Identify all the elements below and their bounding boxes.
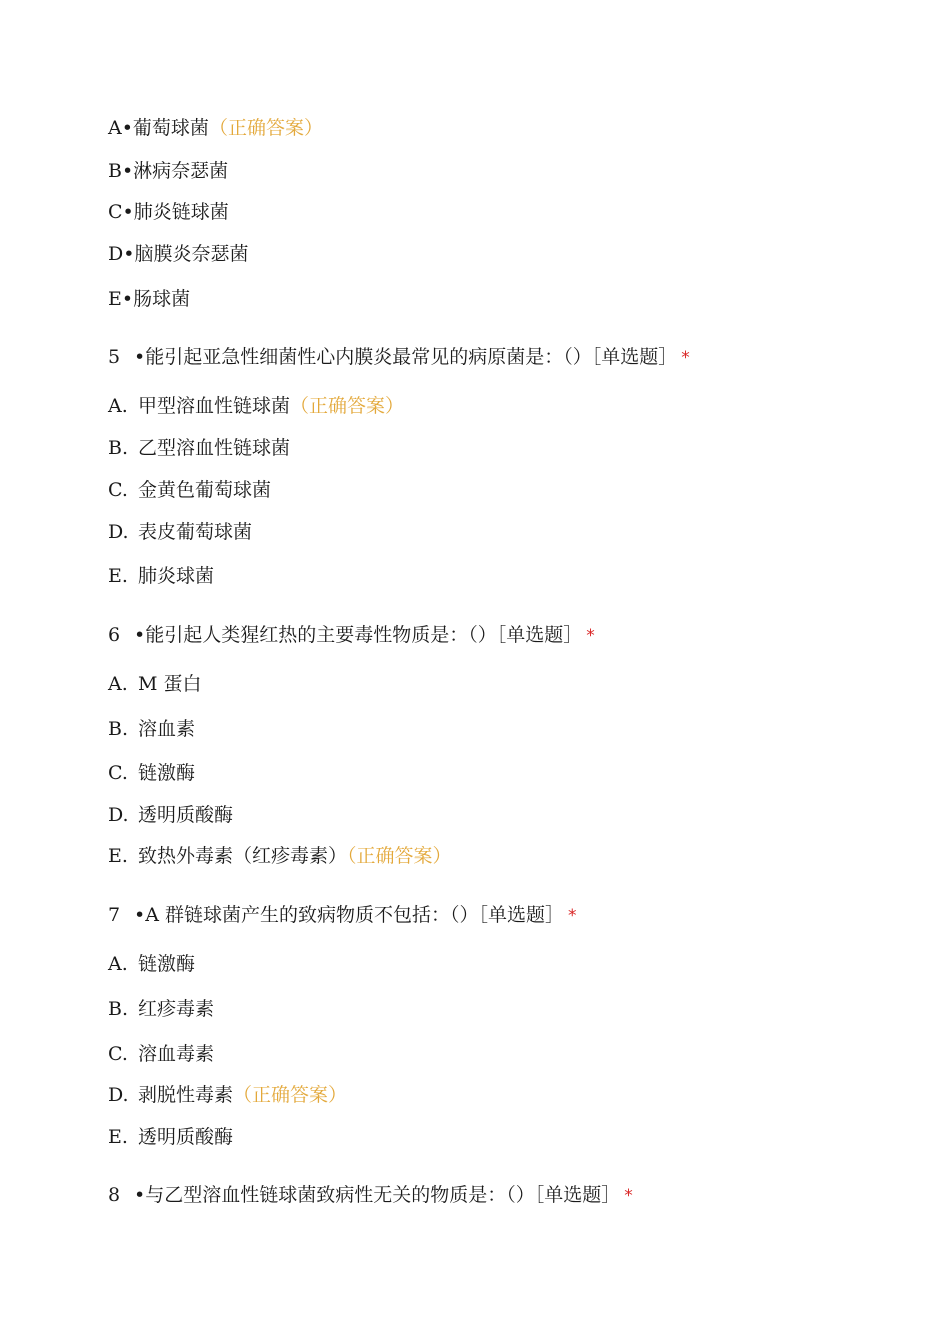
option-letter: D. (108, 804, 129, 826)
option-text: 致热外毒素（红疹毒素） (138, 845, 348, 867)
q4-option-d (108, 242, 248, 266)
option-text: D•脑膜炎奈瑟菌 (108, 243, 249, 265)
question-text: •能引起人类猩红热的主要毒性物质是：（）［单选题］ (134, 624, 583, 646)
q6-option-b (108, 717, 195, 741)
option-letter: E. (108, 1126, 128, 1148)
option-letter: B. (108, 998, 129, 1020)
option-text: 溶血毒素 (138, 1043, 215, 1065)
option-letter: C. (108, 1043, 128, 1065)
q5-option-a (108, 394, 404, 418)
option-text: 乙型溶血性链球菌 (138, 437, 291, 459)
q5-option-d (108, 520, 252, 544)
q4-option-e (108, 287, 190, 311)
option-text: 透明质酸酶 (138, 804, 234, 826)
q6-option-a (108, 672, 202, 696)
question-number: 8 (108, 1184, 121, 1206)
option-letter: E. (108, 565, 128, 587)
option-text: C•肺炎链球菌 (108, 201, 229, 223)
correct-answer-marker: （正确答案） (347, 845, 452, 867)
option-text: 金黄色葡萄球菌 (138, 479, 272, 501)
question-number: 5 (108, 346, 121, 368)
option-text: 肺炎球菌 (138, 565, 215, 587)
option-letter: D. (108, 1084, 129, 1106)
q7-option-a (108, 952, 195, 976)
q4-option-a (108, 116, 323, 140)
option-text: M 蛋白 (138, 673, 202, 695)
correct-answer-marker: （正确答案） (290, 395, 405, 417)
q4-option-c (108, 200, 229, 224)
option-text: 甲型溶血性链球菌 (138, 395, 291, 417)
option-text: 表皮葡萄球菌 (138, 521, 253, 543)
required-mark: * (567, 906, 577, 926)
q4-option-b (108, 159, 228, 183)
option-letter: C. (108, 762, 128, 784)
q7-option-c (108, 1042, 214, 1066)
option-text: B•淋病奈瑟菌 (108, 160, 229, 182)
question-number: 6 (108, 624, 121, 646)
q7-option-d (108, 1083, 347, 1107)
question-text: •A 群链球菌产生的致病物质不包括：（）［单选题］ (134, 904, 564, 926)
option-text: 链激酶 (138, 762, 196, 784)
option-letter: B. (108, 718, 129, 740)
required-mark: * (681, 348, 690, 368)
option-letter: E. (108, 845, 128, 867)
option-text: 剥脱性毒素 (138, 1084, 234, 1106)
question-text: •与乙型溶血性链球菌致病性无关的物质是：（）［单选题］ (134, 1184, 621, 1206)
correct-answer-marker: （正确答案） (208, 117, 323, 139)
option-text: E•肠球菌 (108, 288, 191, 310)
correct-answer-marker: （正确答案） (233, 1084, 348, 1106)
option-letter: A. (108, 953, 128, 975)
option-letter: B. (108, 437, 129, 459)
q6-option-e (108, 844, 452, 868)
q5-option-b (108, 436, 290, 460)
option-letter: C. (108, 479, 128, 501)
q7-option-e (108, 1125, 233, 1149)
q6-question (108, 623, 595, 648)
question-number: 7 (108, 904, 121, 926)
option-text: A•葡萄球菌 (108, 117, 209, 139)
q7-question (108, 903, 576, 928)
q6-option-d (108, 803, 233, 827)
option-text: 透明质酸酶 (138, 1126, 234, 1148)
q7-option-b (108, 997, 214, 1021)
option-text: 链激酶 (138, 953, 196, 975)
option-letter: A. (108, 673, 128, 695)
q5-question (108, 345, 690, 370)
question-text: •能引起亚急性细菌性心内膜炎最常见的病原菌是：（）［单选题］ (134, 346, 678, 368)
option-text: 红疹毒素 (138, 998, 215, 1020)
option-text: 溶血素 (138, 718, 196, 740)
q8-question (108, 1183, 633, 1208)
option-letter: A. (108, 395, 128, 417)
option-letter: D. (108, 521, 129, 543)
required-mark: * (586, 626, 595, 646)
q5-option-e (108, 564, 214, 588)
q5-option-c (108, 478, 271, 502)
q6-option-c (108, 761, 195, 785)
required-mark: * (624, 1186, 633, 1206)
